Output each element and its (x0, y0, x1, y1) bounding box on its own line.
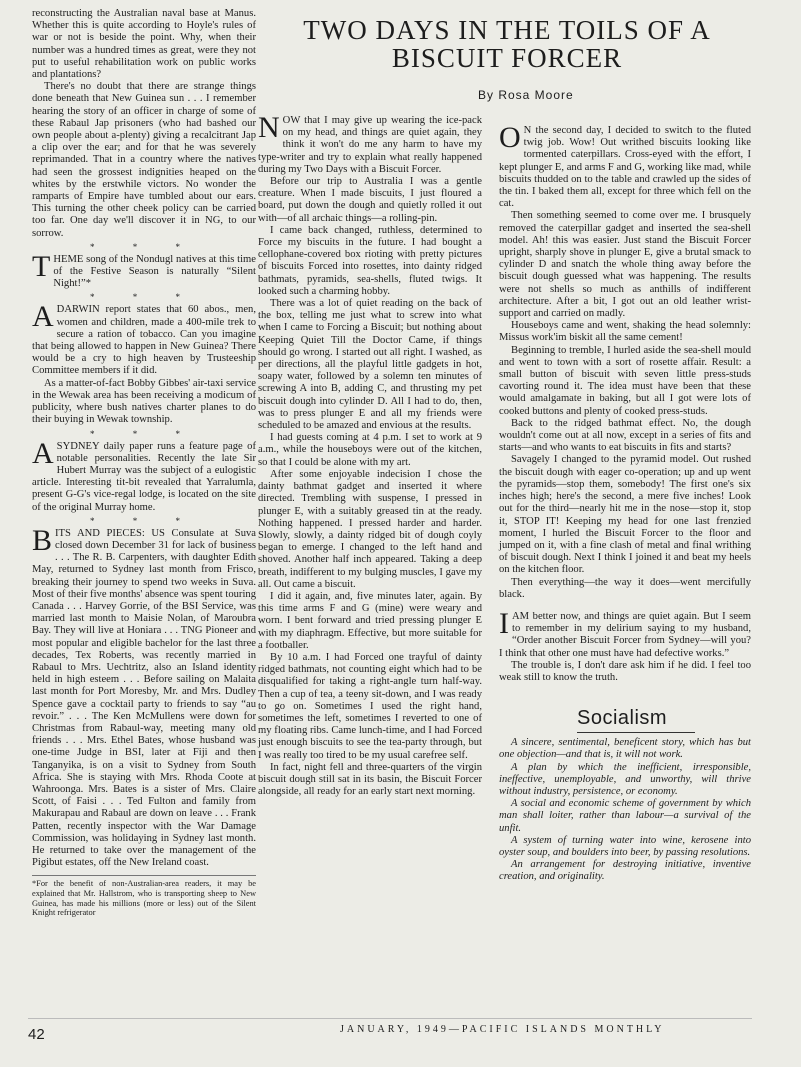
paragraph-text: I had guests coming at 4 p.m. I set to work at 9 a.m., while the houseboys were out of the kitchen, so that I could be alone with my art. (258, 432, 482, 468)
paragraph-text: I did it again, and, five minutes later, again. By this time arms F and G (mine) were weary and worn. I bent forward and tried pressing plunger E with my diaphragm. Effective, but more suitable for a footballer. (258, 590, 482, 651)
paragraph-text: After some enjoyable indecision I chose the dainty bathmat gadget and inserted it where directed. Trembling with suspense, I pressed in plunger E, with a suitably greased tin at the ready. Nothing happened. I pressed harder and harder. Slowly, slowly, a dainty ridged bit of dough coyly began to emerge. I changed to the left hand and shoved. Another half inch appeared. Taking a deep breath, indifferent to my bulging muscles, I gave my all. Out came a biscuit. (258, 468, 482, 590)
page-number: 42 (28, 1026, 45, 1043)
socialism-paragraph (499, 835, 751, 859)
paragraph-text: In fact, night fell and three-quarters of the virgin biscuit dough still sat in its basin, the Biscuit Forcer alongside, all ready for an early start next morning. (258, 761, 482, 798)
article-paragraph (258, 298, 482, 432)
socialism-paragraph (499, 737, 751, 761)
paragraph-text: Beginning to tremble, I hurled aside the sea-shell mould and went to town with a sort of rosette affair. Result: a small button of biscuit with seven little press-studs cavorting round it. The idea must have been that these would amalgamate in baking, but all I got were lots of cooked buttons and plenty of cooked press-studs. (499, 344, 751, 417)
drop-cap: T (32, 249, 51, 283)
paragraph-text: N the second day, I decided to switch to the fluted twig job. Wow! Out writhed biscuits looking like tormented caterpillars. Cross-eyed with the effort, I kept plunger E, and arms F and G, working like mad, while biscuits thudded on to the table and crawled up the sides of the tin. I baked them all, except for three which fell on the cat. (499, 125, 751, 210)
article-paragraph (258, 225, 482, 298)
article-paragraph (499, 418, 751, 455)
paragraph-text: A sincere, sentimental, beneficent story, which has but one objection—and that is, it will not work. (499, 737, 751, 761)
article-paragraph (499, 577, 751, 601)
column-paragraph (32, 378, 256, 427)
article-paragraph (258, 591, 482, 652)
paragraph-text: SYDNEY daily paper runs a feature page of notable personalities. Recently the late Sir Hubert Murray was the subject of a eulogistic article. Interesting tit-bit revealed that Yarralumla, present G-G's vice-regal lodge, is located on the site of the original Murray home. (32, 440, 256, 513)
socialism-paragraph (499, 762, 751, 799)
drop-cap: I (499, 606, 509, 640)
article-continuation (499, 115, 751, 684)
drop-cap: N (258, 111, 280, 144)
socialism-heading: Socialism (577, 706, 751, 733)
footer-rule (28, 1018, 752, 1019)
socialism-body (499, 737, 751, 883)
paragraph-text: By 10 a.m. I had Forced one trayful of dainty ridged bathmats, not counting eight which had to be disqualified for taking a right-angle turn half-way. Then a cup of tea, a teeny sit-down, and I was ready to go on. Sometimes I used the right hand, sometimes the left, sometimes I reverted to one of my floating ribs. Came lunch-time, and I had Forced just enough biscuits to see the tea-party through, but I was really too tired to be my usual carefree self. (258, 651, 482, 761)
article-title: TWO DAYS IN THE TOILS OF A BISCUIT FORCER (303, 15, 711, 73)
article-paragraph (499, 320, 751, 344)
paragraph-text: An arrangement for destroying initiative, inventive creation, and originality. (499, 859, 751, 883)
article-paragraph (499, 345, 751, 418)
article-column-middle (258, 111, 482, 798)
paragraph-text: ITS AND PIECES: US Consulate at Suva closed down December 31 for lack of business . . . The R. B. Carpenters, with daughter Edith May, returned to Sydney last month from Frisco, breaking their journey to spend two weeks in Suva. Most of their five months' absence was spent touring Canada . . . Harvey Gorrie, of the BSI Service, was married last month to Maisie Nolan, of Maroubra Bay. They will live at Honiara . . . TNG Pioneer and most popular and eligible bachelor for the last three decades, Tex Roberts, was recently married in Rabaul to Mrs. Uechtritz, also an Island identity held in high esteem . . . Before sailing on Malaita last month for Port Moresby, Mr. and Mrs. Dudley Spence gave a cocktail party to friends to say “au revoir.” . . . The Ken McMullens were down for Christmas from Rabaul-way, meeting many old friends . . . Mrs. Ethel Bates, whose husband was one-time Judge in BSI, later at Fiji and then Tanganyika, is on a visit to Sydney from South Africa. She is staying with Mrs. Rhoda Coote at Wahroonga. Mrs. Bates is a sister of Mrs. Claire Scott, of Faisi . . . Ted Fulton and family from Makurapau and Rabaul are down on leave . . . Frank Patten, recently inspector with the War Damage Commission, was holidaying in Sydney last month. He returned to take over the management of the Pigibut estates, off the New Ireland coast. (32, 527, 256, 869)
paragraph-text: OW that I may give up wearing the ice-pack on my head, and things are quiet again, they think it won't do me any harm to have my type-writer and try to explain what really happened during my Two Days with a Biscuit Forcer. (258, 115, 482, 175)
paragraph-text: Houseboys came and went, shaking the head solemnly: Missus work'im biskit all the same cement! (499, 320, 751, 344)
section-separator: * * * (90, 292, 198, 303)
paragraph-text: As a matter-of-fact Bobby Gibbes' air-taxi service in the Wewak area has been receiving a modicum of publicity, where bush natives charter planes to do their buying in Wewak township. (32, 377, 256, 426)
paragraph-text: The trouble is, I don't dare ask him if he did. I feel too weak still to know the truth. (499, 659, 751, 683)
article-column-right (499, 115, 751, 884)
footnote: *For the benefit of non-Australian-area readers, it may be explained that Mr. Hallstrom, who is transporting sheep to New Guinea, has made his millions (more or less) out of the Silent Knight refrigerator (32, 875, 256, 917)
paragraph-spacer (499, 601, 751, 611)
article-paragraph (258, 111, 482, 176)
paragraph-text: reconstructing the Australian naval base at Manus. Whether this is quite according to Hoyle's rules of war or not is beside the point. Why, when their number was a hundred times as great, were they not put to useful rehabilitation work on public works and plantations? (32, 8, 256, 81)
article-paragraph (258, 432, 482, 469)
drop-cap: B (32, 523, 53, 557)
article-paragraph (258, 176, 482, 225)
paragraph-text: Back to the ridged bathmat effect. No, the dough wouldn't come out at all now, except in a series of fits and starts—and who wants to eat biscuits in fits and starts? (499, 417, 751, 454)
section-separator: * * * (90, 515, 198, 526)
drop-cap: A (32, 436, 54, 470)
paragraph-text: There's no doubt that there are strange things done beneath that New Guinea sun . . . I remember hearing the story of an officer in charge of some of these Rabaul Jap prisoners (who had bashed our own people about a-plenty) giving a recalcitrant Jap a clip over the ear; and for that he was severely reprimanded. That in a country where the natives had seen the grossest indignities heaped on the whites by the erstwhile victors. No wonder the ramparts of Empire have tumbled about our ears. This turning the other cheek policy can be carried too far. One day we'll discover it in NG, to our sorrow. (32, 81, 256, 239)
paragraph-text: Then something seemed to come over me. I brusquely removed the caterpillar gadget and inserted the sea-shell model. Ah! this was easier. Just stand the Biscuit Forcer upright, sharply shove in plunger E, give a brutal smack to cylinder D and snatch the whole thing away before the biscuit dough guessed what was happening. The results were not shells so much as anthills of indifferent architecture. After a bit, I got out an old leather wrist-support and carried on madly. (499, 210, 751, 320)
drop-cap: A (32, 300, 54, 334)
paragraph-text: AM better now, and things are quiet again. But I seem to remember in my delirium saying to my husband, “Order another Biscuit Forcer from Sydney—will you? I think that other one must have had defective works.” (499, 610, 751, 659)
paragraph-text: Savagely I changed to the pyramid model. Out rushed the biscuit dough with eager co-operation; up and up went the pyramids—stop them, somebody! The first one's six inches high; here's the second, a mere five inches! Look out for the third—nearly hit me in the nose—stop it, stop it, STOP IT! Keeping my head for one last frenzied moment, I hurled the Biscuit Forcer to the floor and jumped on it, with a fine clash of metal and final writhing of biscuit dough. Next I think I joined it and beat my heels on the kitchen floor. (499, 454, 751, 576)
drop-cap: O (499, 121, 521, 154)
paragraph-text: A system of turning water into wine, kerosene into oyster soup, and boulders into beer, by passing resolutions. (499, 834, 751, 858)
article-paragraph (499, 454, 751, 576)
article-paragraph (499, 121, 751, 210)
section-separator: * * * (90, 241, 198, 252)
paragraph-text: I came back changed, ruthless, determined to Force my biscuits in the future. I had bought a cellophane-covered box rioting with pretty pictures of biscuits Forced into rosettes, into dainty ridged bathmats, pyramids, sea-shells, fluted twigs. It looked such a charming hobby. (258, 224, 482, 297)
paragraph-spacer (499, 115, 751, 125)
left-column (32, 8, 256, 918)
column-paragraph (32, 81, 256, 240)
column-paragraph (32, 8, 256, 81)
article-paragraph (258, 652, 482, 762)
article-paragraph (258, 469, 482, 591)
article-paragraph (499, 660, 751, 684)
paragraph-text: DARWIN report states that 60 abos., men, women and children, made a 400-mile trek to secure a ration of tobacco. Can you imagine that being allowed to happen in New Guinea? There would be a cry to high heaven by Trusteeship Committee members if it did. (32, 304, 256, 377)
paragraph-text: A social and economic scheme of government by which man shall loiter, rather than labour—a survival of the unfit. (499, 798, 751, 834)
article-paragraph (499, 606, 751, 660)
paragraph-text: There was a lot of quiet reading on the back of the box, telling me just what to screw into what when I came to Forcing a Biscuit; but nothing about Keeping Quiet Till the Doctor Came, if things should go wrong. I started out all right. I washed, as per directions, all the playful little gadgets in hot, soapy water, followed by a solemn ten minutes of screwing A into B, adding C, and thrusting my pet biscuit dough into cylinder D. All I had to do, then, was to press plunger E and all my friends were scheduled to be amazed and envious at the results. (258, 298, 482, 432)
paragraph-text: Then everything—the way it does—went mercifully black. (499, 576, 751, 600)
article-byline: By Rosa Moore (478, 88, 574, 102)
article-paragraph (258, 762, 482, 799)
column-paragraph (32, 523, 256, 870)
section-separator: * * * (90, 428, 198, 439)
column-paragraph (32, 436, 256, 514)
paragraph-text: A plan by which the inefficient, irresponsible, ineffective, unemployable, and unworthy, will thrive without industry, persistence, or economy. (499, 761, 751, 797)
column-paragraph (32, 249, 256, 291)
paragraph-text: Before our trip to Australia I was a gentle creature. When I made biscuits, I just floured a board, put down the dough and quietly rolled it out with—of all archaic things—a rolling-pin. (258, 176, 482, 224)
column-paragraph (32, 300, 256, 377)
issue-line: JANUARY, 1949—PACIFIC ISLANDS MONTHLY (340, 1024, 665, 1035)
article-paragraph (499, 210, 751, 320)
paragraph-text: HEME song of the Nondugl natives at this time of the Festive Season is naturally “Silent Night!”* (53, 253, 256, 290)
socialism-paragraph (499, 798, 751, 835)
socialism-paragraph (499, 859, 751, 883)
